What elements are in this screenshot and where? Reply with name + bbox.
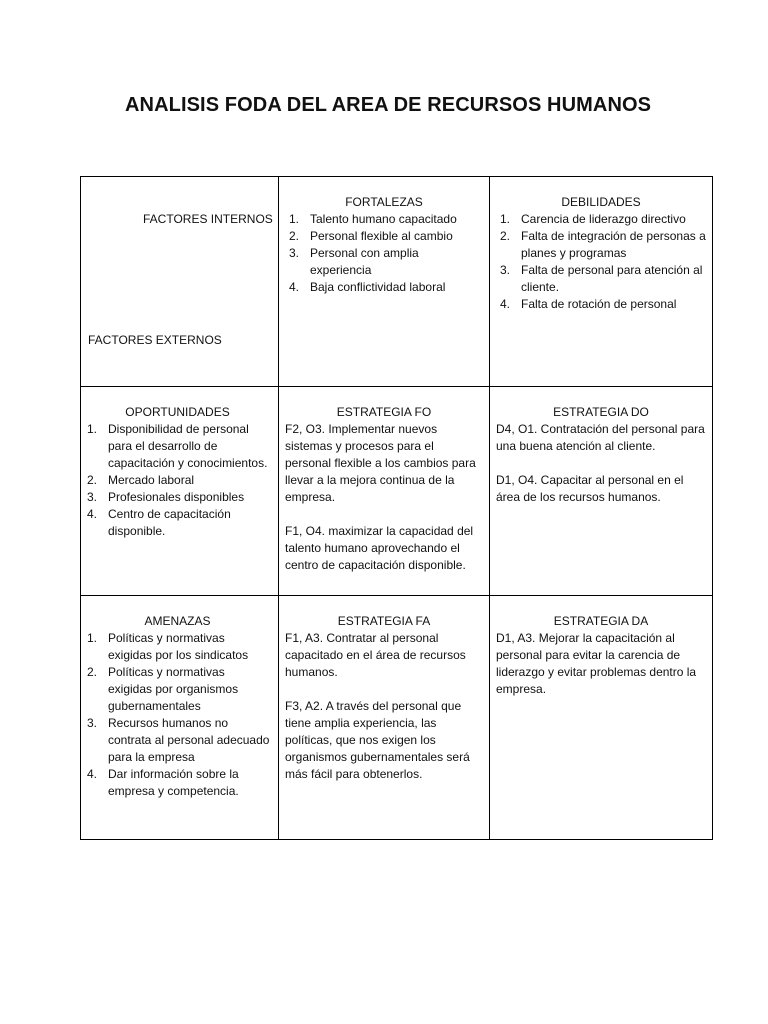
table-row — [81, 596, 713, 840]
list-item — [285, 228, 483, 245]
list-number: 1. — [87, 422, 98, 436]
strategy-paragraph: F1, O4. maximizar la capacidad del talento humano aprovechando el centro de capacitación disponible. — [285, 524, 474, 572]
list-item-text: Profesionales disponibles — [108, 490, 245, 504]
list-item — [83, 421, 272, 472]
list-item — [83, 664, 272, 715]
list-number: 3. — [87, 716, 98, 730]
factores-externos-label: FACTORES EXTERNOS — [88, 333, 222, 347]
list-number: 2. — [87, 473, 98, 487]
list-number: 2. — [87, 665, 98, 679]
list-number: 4. — [87, 767, 98, 781]
debilidades-list — [496, 211, 706, 313]
fortalezas-cell — [279, 177, 490, 387]
oportunidades-list — [83, 421, 272, 540]
list-item-text: Políticas y normativas exigidas por los sindicatos — [108, 631, 249, 662]
list-item-text: Carencia de liderazgo directivo — [521, 212, 686, 226]
list-item — [83, 506, 272, 540]
list-number: 1. — [500, 212, 511, 226]
list-item-text: Baja conflictividad laboral — [310, 280, 446, 294]
estrategia-fo-cell — [279, 387, 490, 596]
list-item — [83, 766, 272, 800]
strategy-paragraph: D1, A3. Mejorar la capacitación al personal para evitar la carencia de liderazgo y evitar problemas dentro la empresa. — [496, 631, 697, 696]
list-item — [496, 228, 706, 262]
fortalezas-list — [285, 211, 483, 296]
list-number: 3. — [87, 490, 98, 504]
page-title: ANALISIS FODA DEL AREA DE RECURSOS HUMANOS — [125, 94, 652, 116]
list-item — [83, 472, 272, 489]
list-item-text: Disponibilidad de personal para el desarrollo de capacitación y conocimientos. — [108, 422, 268, 470]
list-item — [83, 630, 272, 664]
list-number: 4. — [289, 280, 300, 294]
list-item-text: Falta de integración de personas a planes y programas — [521, 229, 706, 260]
estrategia-da-heading: ESTRATEGIA DA — [553, 614, 649, 628]
estrategia-do-cell — [490, 387, 713, 596]
debilidades-heading: DEBILIDADES — [561, 195, 641, 209]
list-item-text: Falta de personal para atención al cliente. — [521, 263, 703, 294]
list-number: 2. — [500, 229, 511, 243]
list-item — [285, 245, 483, 279]
list-number: 1. — [289, 212, 300, 226]
list-item — [83, 715, 272, 766]
list-number: 4. — [87, 507, 98, 521]
amenazas-cell — [81, 596, 279, 840]
estrategia-da-cell — [490, 596, 713, 840]
list-number: 1. — [87, 631, 98, 645]
fortalezas-heading: FORTALEZAS — [345, 195, 423, 209]
table-row — [81, 177, 713, 387]
list-number: 2. — [289, 229, 300, 243]
amenazas-list — [83, 630, 272, 800]
list-item-text: Recursos humanos no contrata al personal adecuado para la empresa — [108, 716, 270, 764]
list-item-text: Falta de rotación de personal — [521, 297, 677, 311]
factores-internos-label: FACTORES INTERNOS — [143, 212, 273, 226]
list-item-text: Centro de capacitación disponible. — [108, 507, 231, 538]
list-item-text: Personal con amplia experiencia — [310, 246, 419, 277]
strategy-paragraph: F3, A2. A través del personal que tiene amplia experiencia, las políticas, que nos exigen los organismos gubernamentales será más fácil para obtenerlos. — [285, 699, 470, 781]
oportunidades-heading: OPORTUNIDADES — [125, 405, 230, 419]
list-item — [83, 489, 272, 506]
list-number: 3. — [289, 246, 300, 260]
strategy-paragraph: F1, A3. Contratar al personal capacitado en el área de recursos humanos. — [285, 631, 466, 679]
list-item — [285, 211, 483, 228]
strategy-paragraph: F2, O3. Implementar nuevos sistemas y procesos para el personal flexible a los cambios para llevar a la mejora continua de la empresa. — [285, 422, 476, 504]
strategy-paragraph: D1, O4. Capacitar al personal en el área de los recursos humanos. — [496, 473, 684, 504]
list-item-text: Políticas y normativas exigidas por organismos gubernamentales — [108, 665, 239, 713]
corner-cell — [81, 177, 279, 387]
list-number: 3. — [500, 263, 511, 277]
debilidades-cell — [490, 177, 713, 387]
list-item — [496, 262, 706, 296]
list-item — [496, 296, 706, 313]
amenazas-heading: AMENAZAS — [144, 614, 211, 628]
foda-matrix-table — [80, 176, 713, 840]
table-row — [81, 387, 713, 596]
list-item-text: Mercado laboral — [108, 473, 195, 487]
list-item — [496, 211, 706, 228]
estrategia-fa-heading: ESTRATEGIA FA — [337, 614, 431, 628]
strategy-paragraph: D4, O1. Contratación del personal para una buena atención al cliente. — [496, 422, 705, 453]
estrategia-fa-cell — [279, 596, 490, 840]
list-item-text: Dar información sobre la empresa y competencia. — [108, 767, 239, 798]
list-item-text: Personal flexible al cambio — [310, 229, 453, 243]
list-number: 4. — [500, 297, 511, 311]
estrategia-fo-heading: ESTRATEGIA FO — [336, 405, 432, 419]
list-item-text: Talento humano capacitado — [310, 212, 457, 226]
estrategia-do-heading: ESTRATEGIA DO — [553, 405, 649, 419]
list-item — [285, 279, 483, 296]
oportunidades-cell — [81, 387, 279, 596]
